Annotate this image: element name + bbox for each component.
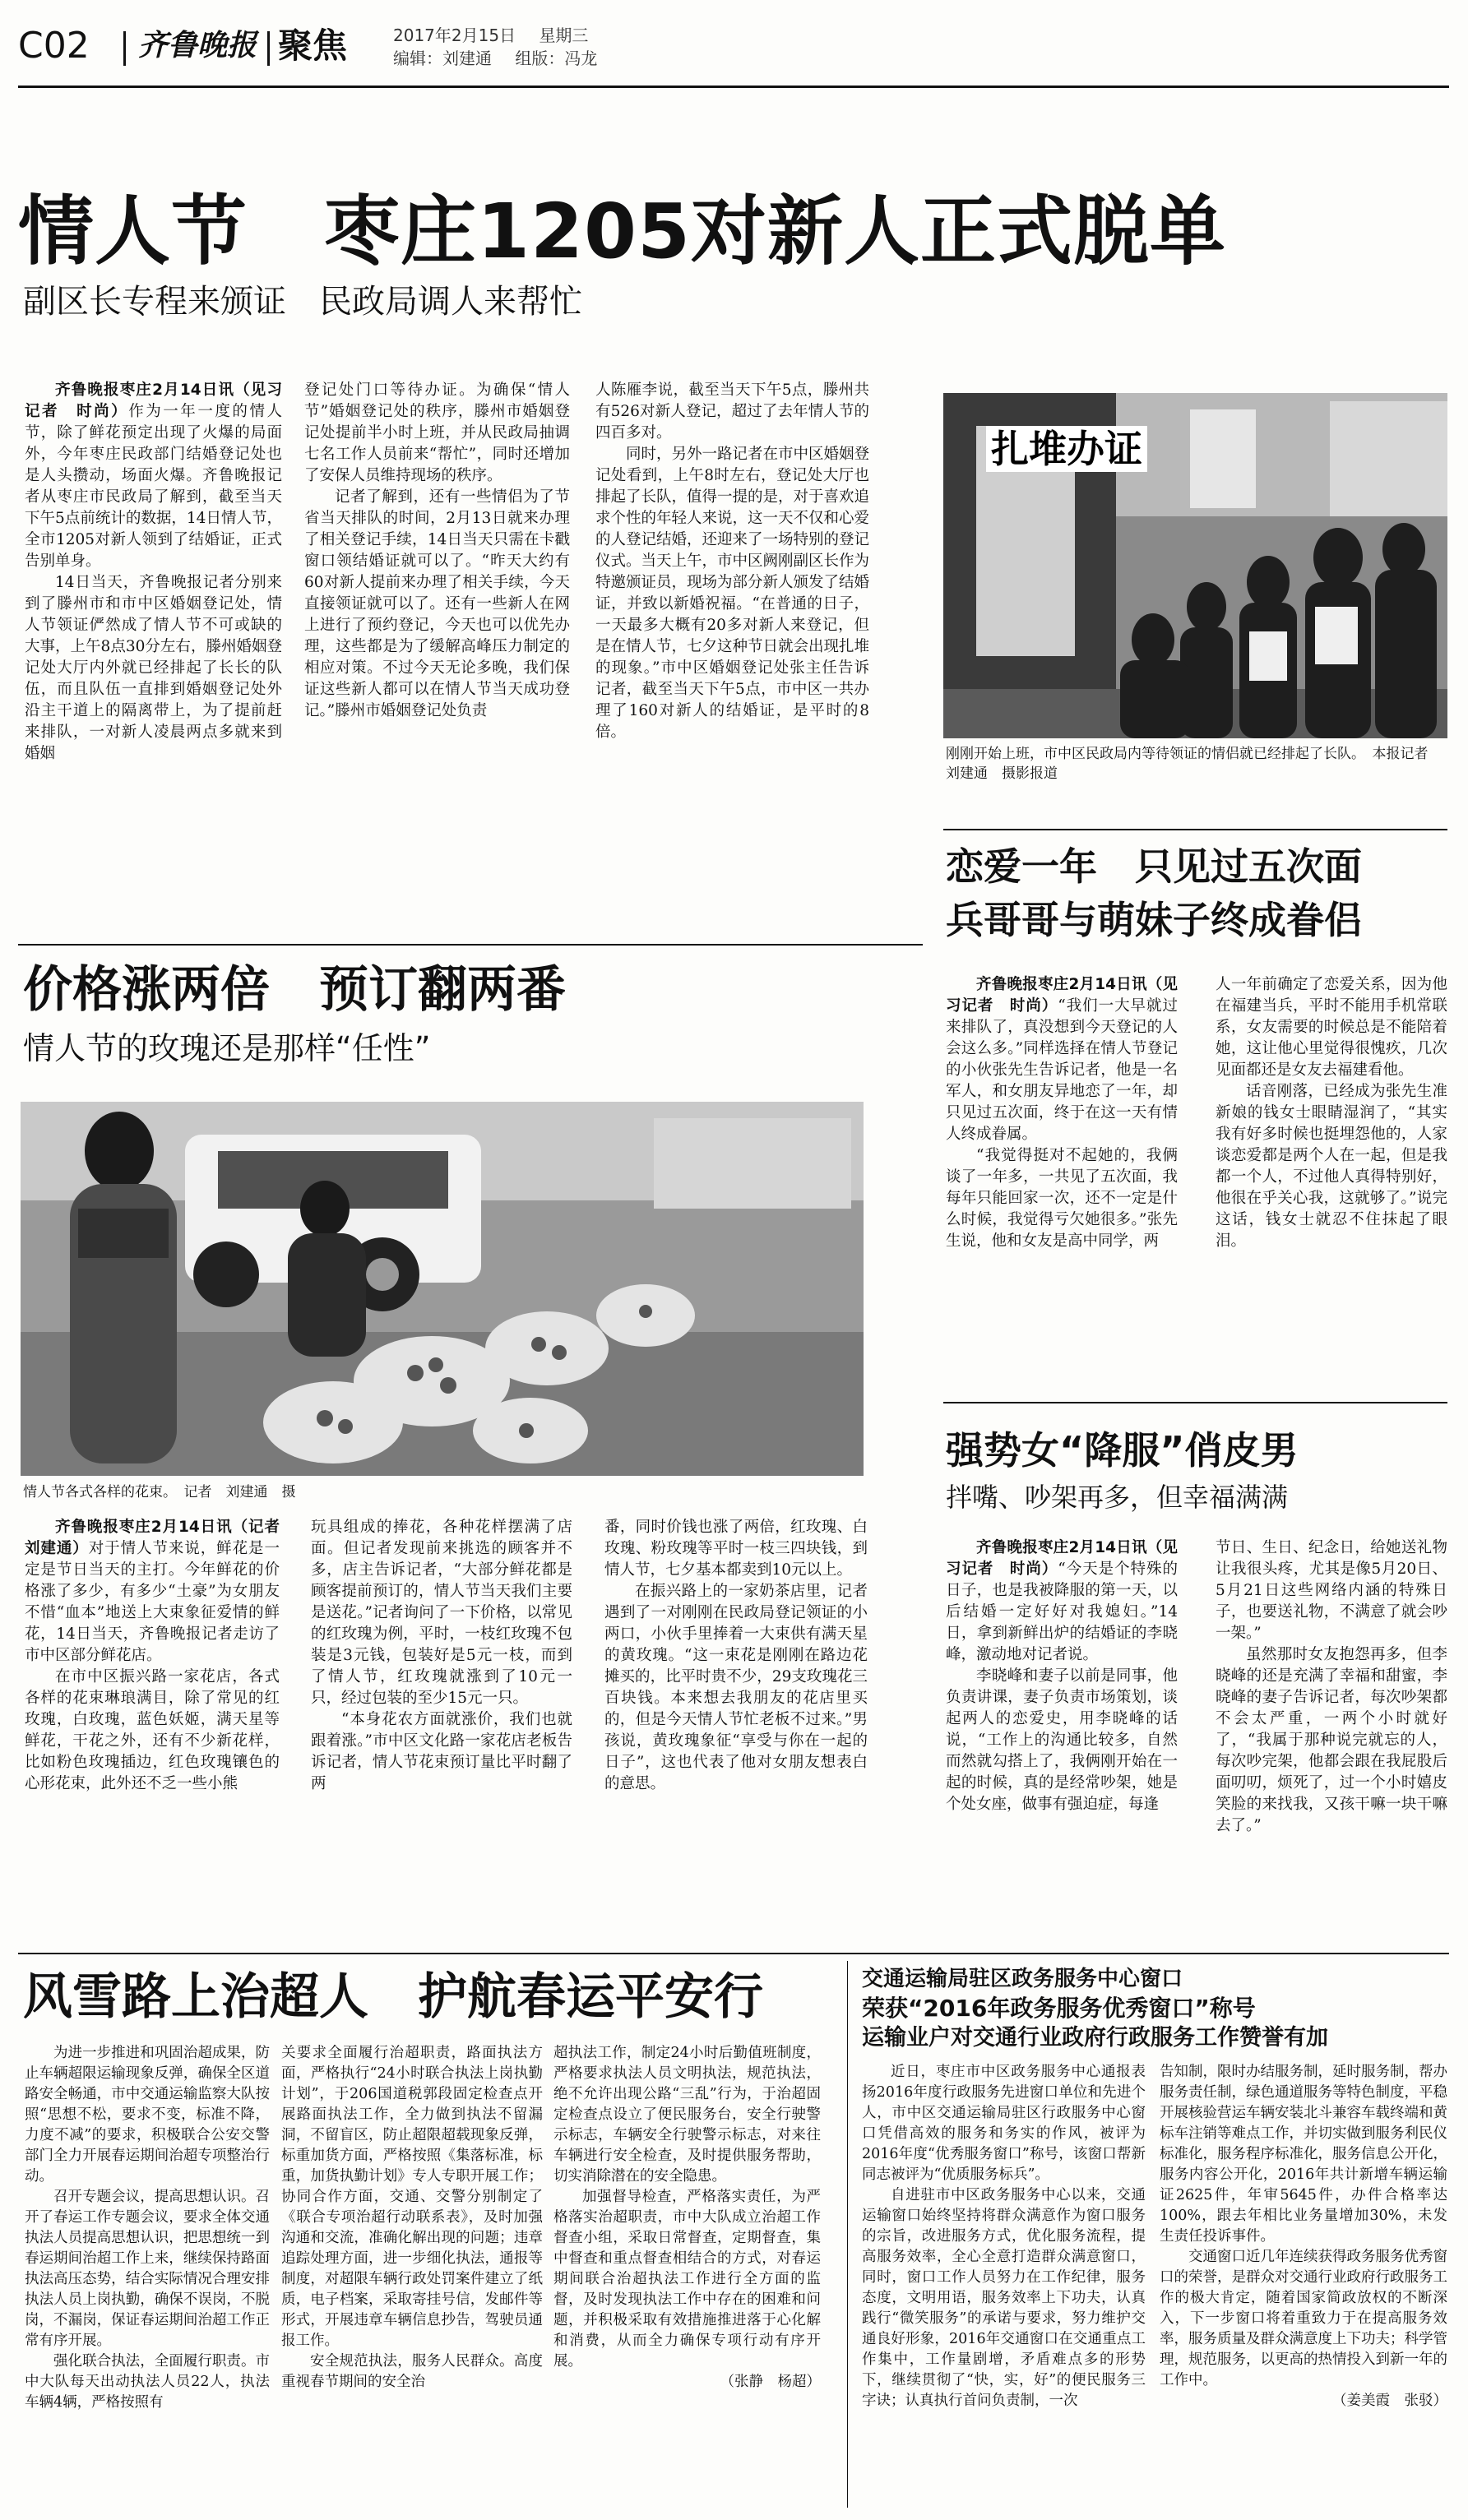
section-divider xyxy=(943,1402,1447,1403)
masthead-divider xyxy=(123,31,126,66)
queue-photo xyxy=(943,393,1447,738)
main-para: 人陈雁李说，截至当天下午5点，滕州共有526对新人登记，超过了去年情人节的四百多对。 xyxy=(595,381,869,442)
strong-para: 李晓峰和妻子以前是同事，他负责讲课，妻子负责市场策划，谈起两人的恋爱史，用李晓峰的话说，“工作上的沟通比较多，自然而然就勾搭上了，我俩刚开始在一起的时候，真的是经常吵架，她是个处女座，做事有强迫症，每逢 xyxy=(946,1667,1178,1813)
love-col-2 xyxy=(1216,974,1447,1381)
flower-photo xyxy=(21,1102,864,1476)
flower-photo-image xyxy=(21,1102,864,1476)
love-headline-1: 恋爱一年 只见过五次面 xyxy=(946,844,1362,889)
service-col-2 xyxy=(1160,2062,1447,2510)
service-headline-1: 交通运输局驻区政务服务中心窗口 xyxy=(862,1967,1183,1991)
traffic-para: 为进一步推进和巩固治超成果，防止车辆超限运输现象反弹，确保全区道路安全畅通，市中交通运输监察大队按照“思想不松，要求不变，标准不降，力度不减”的要求，积极联合公安交警部门全力开展春运期间治超专项整治行动。 xyxy=(25,2045,270,2185)
flower-photo-caption: 情人节各式各样的花束。 记者 刘建通 摄 xyxy=(23,1484,296,1500)
paper-name: 齐鲁晚报 xyxy=(138,28,257,62)
column-divider xyxy=(847,1961,848,2508)
strong-headline: 强势女“降服”俏皮男 xyxy=(946,1428,1299,1473)
main-subheadline: 副区长专程来颁证 民政局调人来帮忙 xyxy=(23,283,582,321)
masthead-divider xyxy=(267,31,270,66)
rose-col-1 xyxy=(25,1517,295,1936)
section-name: 聚焦 xyxy=(278,25,348,66)
main-col-3 xyxy=(595,380,869,922)
love-headline-2: 兵哥哥与萌妹子终成眷侣 xyxy=(946,898,1362,942)
traffic-col-1 xyxy=(25,2043,270,2508)
main-para: 作为一年一度的情人节，除了鲜花预定出现了火爆的局面外，今年枣庄民政部门结婚登记处也是人头攒动，场面火爆。齐鲁晚报记者从枣庄市民政局了解到，截至当天下午5点前统计的数据，14日情人节，全市1205对新人领到了结婚证，正式告别单身。 xyxy=(25,403,282,570)
service-col-1 xyxy=(862,2062,1146,2510)
main-para: 同时，另外一路记者在市中区婚姻登记处看到，上午8时左右，登记处大厅也排起了长队，值得一提的是，对于喜欢追求个性的年轻人来说，这一天不仅和心爱的人登记结婚，还迎来了一场特别的登记仪式。当天上午，市中区阙刚副区长作为特邀颁证员，现场为部分新人颁发了结婚证，并致以新婚祝福。“在普通的日子，一天最多大概有20多对新人来登记，但是在情人节，七夕这种节日就会出现扎堆的现象。”市中区婚姻登记处张主任告诉记者，截至当天下午5点，市中区一共办理了160对新人的结婚证，是平时的8倍。 xyxy=(595,446,870,741)
strong-col-1 xyxy=(946,1537,1178,1940)
traffic-para: 强化联合执法，全面履行职责。市中大队每天出动执法人员22人，执法车辆4辆，严格按照有 xyxy=(25,2353,270,2411)
love-para: 人一年前确定了恋爱关系，因为他在福建当兵，平时不能用手机常联系，女友需要的时候总是不能陪着她，这让他心里觉得很愧疚，几次见面都还是女友去福建看他。 xyxy=(1216,976,1447,1079)
issue-date xyxy=(393,25,588,46)
page-number: C02 xyxy=(18,25,90,67)
layout-editor: 组版：冯龙 xyxy=(515,49,598,68)
love-col-1 xyxy=(946,974,1178,1381)
strong-lead: 齐鲁晚报枣庄2月14日讯（见习记者 时尚） xyxy=(946,1539,1178,1578)
rose-lead: 齐鲁晚报枣庄2月14日讯（记者 刘建通） xyxy=(25,1519,295,1557)
strong-para: 节日、生日、纪念日，给她送礼物让我很头疼，尤其是像5月20日、5月21日这些网络内涵的特殊日子，也要送礼物，不满意了就会吵一架。” xyxy=(1216,1539,1447,1642)
traffic-para: 加强督导检查，严格落实责任，为严格落实治超职责，市中大队成立治超工作督查小组，采取日常督查，定期督查，集中督查和重点督查相结合的方式，对春运期间联合治超执法工作进行全方面的监督，及时发现执法工作中存在的困难和问题，并积极采取有效措施推进落于心化解和消费，从而全力确保专项行动有序开展。 xyxy=(553,2189,821,2370)
section-divider xyxy=(943,829,1447,830)
rose-para: 在振兴路上的一家奶茶店里，记者遇到了一对刚刚在民政局登记领证的小两口，小伙手里捧着一大束供有满天星的黄玫瑰。“这一束花是刚刚在路边花摊买的，比平时贵不少，29支玫瑰花三百块钱。本来想去我朋友的花店里买的，但是今天情人节忙老板不过来。”男孩说，黄玫瑰象征“享受与你在一起的日子”，这也代表了他对女朋友想表白的意思。 xyxy=(604,1583,868,1792)
rose-subheadline: 情人节的玫瑰还是那样“任性” xyxy=(23,1030,431,1066)
main-col-2 xyxy=(304,380,570,922)
strong-col-2 xyxy=(1216,1537,1447,1940)
editor-line xyxy=(393,48,597,69)
queue-photo-caption: 刚刚开始上班，市中区民政局内等待领证的情侣就已经排起了长队。 本报记者 刘建通 摄影报道 xyxy=(946,746,1443,782)
traffic-para: 关要求全面履行治超职责，路面执法方面，严格执行“24小时联合执法上岗执勤计划”，于206国道税郭段固定检查点开展路面执法工作，全力做到执法不留漏洞，不留盲区，防止超限超载现象反弹，标重加货方面，严格按照《集落标准，标重，加货执勤计划》专人专职开展工作；协同合作方面，交通、交警分别制定了《联合专项治超行动联系表》，及时加强沟通和交流，准确化解出现的问题；违章追踪处理方面，进一步细化执法，通报等制度，对超限车辆行政处罚案件建立了纸质，电子档案，采取寄挂号信，发邮件等形式，开展违章车辆信息抄告，驾驶员通报工作。 xyxy=(281,2045,543,2349)
traffic-para: 超执法工作，制定24小时后勤值班制度，严格要求执法人员文明执法，规范执法，绝不允许出现公路“三乱”行为，于治超固定检查点设立了便民服务台，安全行驶警示标志，车辆安全行驶警示标志，对来往车辆进行安全检查，及时提供服务帮助，切实消除潜在的安全隐患。 xyxy=(553,2045,821,2185)
section-divider xyxy=(18,944,923,946)
love-lead: 齐鲁晚报枣庄2月14日讯（见习记者 时尚） xyxy=(946,976,1178,1015)
love-para: “我觉得挺对不起她的，我俩谈了一年多，一共见了五次面，我每年只能回家一次，还不一定是什么时候，我觉得亏欠她很多。”张先生说，他和女友是高中同学，两 xyxy=(946,1147,1178,1250)
love-para: 话音刚落，已经成为张先生准新娘的钱女士眼睛湿润了，“其实我有好多时候也挺埋怨他的，人家谈恋爱都是两个人在一起，但是我都一个人，不过他人真得特别好，他很在乎关心我，这就够了。”说完这话，钱女士就忍不住抹起了眼泪。 xyxy=(1216,1083,1447,1250)
rose-col-2 xyxy=(311,1517,572,1936)
rose-para: “本身花农方面就涨价，我们也就跟着涨。”市中区文化路一家花店老板告诉记者，情人节花束预订量比平时翻了两 xyxy=(311,1711,572,1792)
strong-para: 虽然那时女友抱怨再多，但李晓峰的还是充满了幸福和甜蜜，李晓峰的妻子告诉记者，每次吵架都不会太严重，一两个小时就好了，“我属于那种说完就忘的人，每次吵完架，他都会跟在我屁股后面叨叨，烦死了，过一个小时嬉皮笑脸的来找我，又孩干嘛一块干嘛去了。” xyxy=(1216,1646,1447,1834)
main-col-1 xyxy=(25,380,282,922)
traffic-byline: （张静 杨超） xyxy=(720,2374,821,2390)
date: 2017年2月15日 xyxy=(393,25,516,45)
photo-label: 扎堆办证 xyxy=(986,426,1147,472)
rose-col-3 xyxy=(604,1517,868,1936)
section-divider xyxy=(18,1953,1449,1954)
rose-para: 对于情人节来说，鲜花是一定是节日当天的主打。今年鲜花的价格涨了多少，有多少“土豪”为女朋友不惜“血本”地送上大束象征爱情的鲜花，14日当天，齐鲁晚报记者走访了市中区部分鲜花店。 xyxy=(25,1540,280,1664)
weekday: 星期三 xyxy=(539,25,589,45)
service-headline-3: 运输业户对交通行业政府行政服务工作赞誉有加 xyxy=(862,2025,1328,2051)
traffic-headline: 风雪路上治超人 护航春运平安行 xyxy=(23,1968,763,2026)
service-para: 自进驻市中区政务服务中心以来，交通运输窗口始终坚持将群众满意作为窗口服务的宗旨，改进服务方式，优化服务流程，提高服务效率，全心全意打造群众满意窗口，同时，窗口工作人员努力在工作纪律，服务态度，文明用语，服务效率上下功夫，认真践行“微笑服务”的承诺与要求，努力维护交通良好形象，2016年交通窗口在交通重点工作集中，工作量剧增，矛盾难点多的形势下，继续贯彻了“快，实，好”的便民服务三字诀；认真执行首问负责制，一次 xyxy=(862,2187,1146,2409)
love-para: “我们一大早就过来排队了，真没想到今天登记的人会这么多。”同样选择在情人节登记的小伙张先生告诉记者，他是一名军人，和女朋友异地恋了一年，却只见过五次面，终于在这一天有情人终成眷属。 xyxy=(946,997,1178,1143)
service-byline: （姜美霞 张驳） xyxy=(1332,2393,1447,2409)
traffic-para: 安全规范执法，服务人民群众。高度重视春节期间的安全治 xyxy=(281,2353,543,2390)
main-para: 14日当天，齐鲁晚报记者分别来到了滕州市和市中区婚姻登记处，情人节领证俨然成了情人节不可或缺的大事，上午8点30分左右，滕州婚姻登记处大厅内外就已经排起了长长的队伍，而且队伍一直排到婚姻登记处外沿主干道上的隔离带上，为了提前赶来排队，一对新人凌晨两点多就来到婚姻 xyxy=(25,574,282,762)
rose-headline: 价格涨两倍 预订翻两番 xyxy=(23,961,566,1019)
traffic-para: 召开专题会议，提高思想认识。召开了春运工作专题会议，要求全体交通执法人员提高思想认识，把思想统一到春运期间治超工作上来，继续保持路面执法高压态势，结合实际情况合理安排执法人员上岗执勤，确保不误岗，不脱岗，不漏岗，保证春运期间治超工作正常有序开展。 xyxy=(25,2189,270,2349)
rose-para: 在市中区振兴路一家花店，各式各样的花束琳琅满目，除了常见的红玫瑰，白玫瑰，蓝色妖姬，满天星等鲜花，干花之外，还有不少新花样，比如粉色玫瑰插边，红色玫瑰镶色的心形花束，此外还不乏一些小熊 xyxy=(25,1668,280,1792)
service-para: 近日，枣庄市中区政务服务中心通报表扬2016年度行政服务先进窗口单位和先进个人，市中区交通运输局驻区行政服务中心窗口凭借高效的服务和务实的作风，被评为2016年度“优秀服务窗口”称号，该窗口帮新同志被评为“优质服务标兵”。 xyxy=(862,2064,1146,2183)
traffic-col-2 xyxy=(281,2043,543,2508)
service-para: 交通窗口近几年连续获得政务服务优秀窗口的荣誉，是群众对交通行业政府行政服务工作的极大肯定，随着国家简政放权的不断深入，下一步窗口将着重致力于在提高服务效率，服务质量及群众满意度上下功夫；科学管理，规范服务，以更高的热情投入到新一年的工作中。 xyxy=(1160,2249,1447,2388)
strong-para: “今天是个特殊的日子，也是我被降服的第一天，以后结婚一定好好对我媳妇。”14日，拿到新鲜出炉的结婚证的李晓峰，激动地对记者说。 xyxy=(946,1561,1178,1663)
main-headline: 情人节 枣庄1205对新人正式脱单 xyxy=(18,187,1227,275)
rose-para: 玩具组成的捧花，各种花样摆满了店面。但记者发现前来挑选的顾客并不多，店主告诉记者，“大部分鲜花都是顾客提前预订的，情人节当天我们主要是送花。”记者询问了一下价格，以常见的红玫瑰为例，平时，一枝红玫瑰不包装是3元钱，包装好是5元一枝，而到了情人节，红玫瑰就涨到了10元一只，经过包装的至少15元一只。 xyxy=(311,1519,572,1707)
main-para: 登记处门口等待办证。为确保“情人节”婚姻登记处的秩序，滕州市婚姻登记处提前半小时上班，并从民政局抽调七名工作人员前来“帮忙”，同时还增加了安保人员维持现场的秩序。 xyxy=(304,381,570,484)
traffic-col-3 xyxy=(553,2043,821,2508)
masthead-rule xyxy=(18,86,1449,88)
main-para: 记者了解到，还有一些情侣为了节省当天排队的时间，2月13日就来办理了相关登记手续，14日当天只需在卡戳窗口领结婚证就可以了。“昨天大约有60对新人提前来办理了相关手续，今天直接领证就可以了。还有一些新人在网上进行了预约登记，今天也可以优先办理，这些都是为了缓解高峰压力制定的相应对策。不过今天无论多晚，我们保证这些新人都可以在情人节当天成功登记。”滕州市婚姻登记处负责 xyxy=(304,488,570,719)
rose-para: 番，同时价钱也涨了两倍，红玫瑰、白玫瑰、粉玫瑰等平时一枝三四块钱，到情人节，七夕基本都卖到10元以上。 xyxy=(604,1519,868,1579)
editor: 编辑：刘建通 xyxy=(393,49,492,68)
service-headline-2: 荣获“2016年政务服务优秀窗口”称号 xyxy=(862,1995,1256,2022)
main-lead: 齐鲁晚报枣庄2月14日讯（见习记者 时尚） xyxy=(25,381,282,420)
strong-subheadline: 拌嘴、吵架再多，但幸福满满 xyxy=(946,1482,1289,1513)
service-para: 告知制，限时办结服务制，延时服务制，帮办服务责任制，绿色通道服务等特色制度，平稳开展核验营运车辆安装北斗兼容车载终端和黄标车注销等难点工作，并切实做到服务利民仪标准化，服务程序标准化，服务信息公开化，服务内容公开化，2016年共计新增车辆运输证2625件，年审5645件，办件合格率达100%，跟去年相比业务量增加30%，未发生责任投诉事件。 xyxy=(1160,2064,1447,2245)
